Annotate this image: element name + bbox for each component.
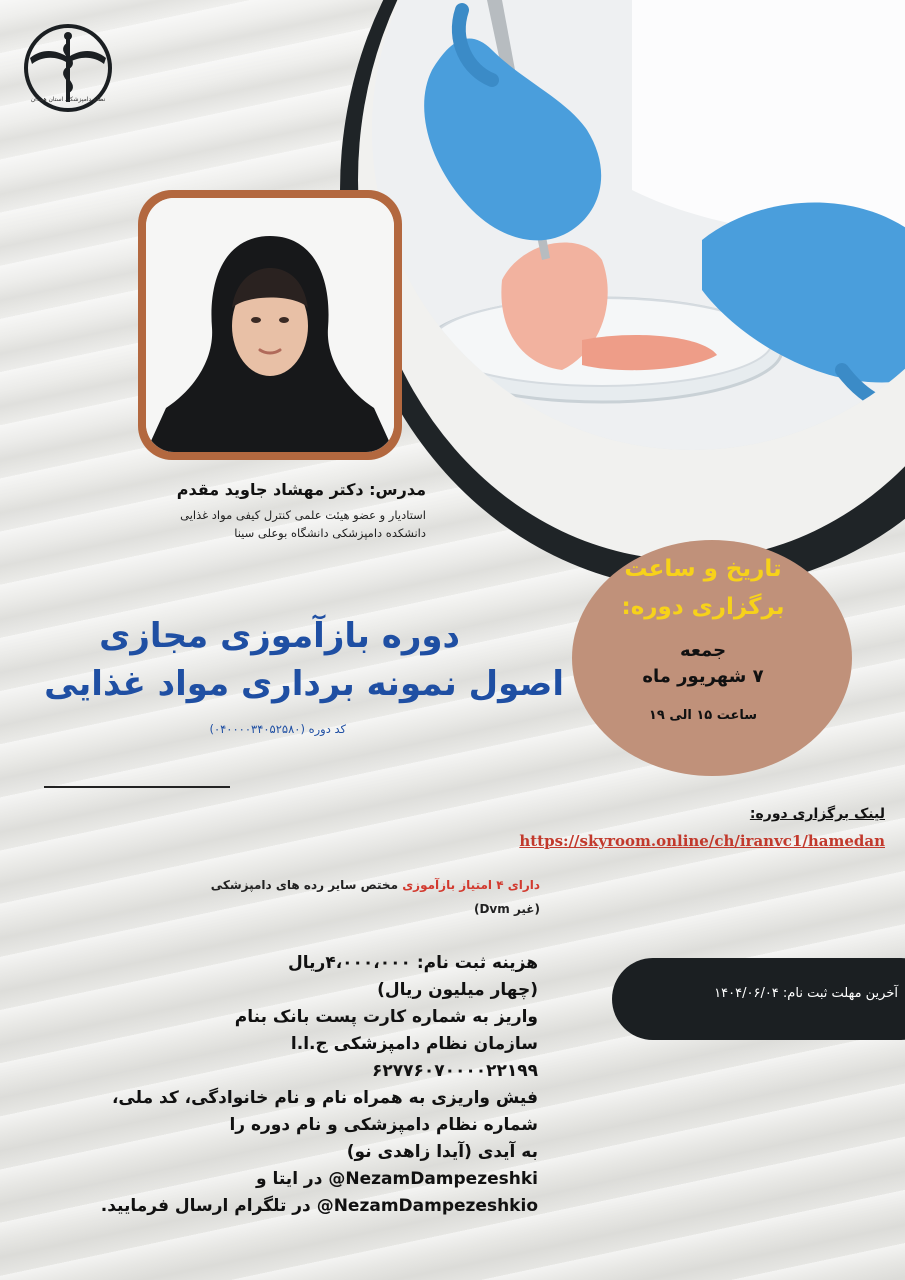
schedule-heading-line1: تاریخ و ساعت bbox=[624, 556, 782, 582]
info-card-number: ۶۲۷۷۶۰۷۰۰۰۰۲۲۱۹۹ bbox=[371, 1061, 538, 1081]
schedule-date: ۷ شهریور ماه bbox=[642, 666, 764, 687]
points-note bbox=[140, 878, 540, 892]
info-payee: سازمان نظام دامپزشکی ج.ا.ا bbox=[290, 1034, 538, 1054]
instructor-position: استادیار و عضو هیئت علمی کنترل کیفی مواد غذایی bbox=[180, 508, 426, 522]
info-receipt: فیش واریزی به همراه نام و نام خانوادگی، کد ملی، bbox=[111, 1088, 538, 1108]
instructor-silhouette bbox=[146, 198, 394, 452]
info-fee-words: (چهار میلیون ریال) bbox=[377, 980, 538, 1000]
points-rest: مختص سایر رده های دامپزشکی bbox=[210, 878, 403, 892]
schedule-day: جمعه bbox=[679, 640, 727, 661]
info-fee: هزینه ثبت نام: ۴،۰۰۰،۰۰۰ریال bbox=[288, 953, 538, 973]
deadline-text: آخرین مهلت ثبت نام: ۱۴۰۴/۰۶/۰۴ bbox=[714, 986, 898, 1001]
info-receipt-2: شماره نظام دامپزشکی و نام دوره را bbox=[229, 1115, 538, 1135]
course-title-line1: دوره بازآموزی مجازی bbox=[99, 616, 460, 656]
schedule-heading-line2: برگزاری دوره: bbox=[621, 594, 785, 620]
points-note-line2: (غیر Dvm) bbox=[473, 902, 540, 916]
course-code: کد دوره (۰۴۰۰۰۰۳۴۰۵۲۵۸۰) bbox=[209, 722, 346, 736]
points-highlight: دارای ۴ امتیاز بازآموزی bbox=[402, 878, 540, 892]
link-label: لینک برگزاری دوره: bbox=[749, 806, 885, 822]
schedule-time: ساعت ۱۵ الی ۱۹ bbox=[648, 708, 758, 723]
course-title-line2: اصول نمونه برداری مواد غذایی bbox=[44, 664, 564, 704]
logo-caption: نظام دامپزشکی استان همدان bbox=[30, 96, 106, 103]
registration-info bbox=[14, 950, 538, 1220]
info-telegram: NezamDampezeshkio@ در تلگرام ارسال فرمایید. bbox=[100, 1196, 538, 1216]
info-payment: واریز به شماره کارت پست بانک بنام bbox=[234, 1007, 538, 1027]
instructor-portrait bbox=[146, 198, 394, 452]
info-eitaa: NezamDampezeshki@ در ایتا و bbox=[256, 1169, 538, 1189]
instructor-faculty: دانشکده دامپزشکی دانشگاه بوعلی سینا bbox=[234, 526, 426, 540]
info-contact: به آیدی (آیدا زاهدی نو) bbox=[346, 1142, 538, 1162]
instructor-name: مدرس: دکتر مهشاد جاوید مقدم bbox=[176, 480, 426, 499]
course-link[interactable]: https://skyroom.online/ch/iranvc1/hamedan bbox=[519, 832, 885, 850]
divider bbox=[44, 786, 230, 788]
